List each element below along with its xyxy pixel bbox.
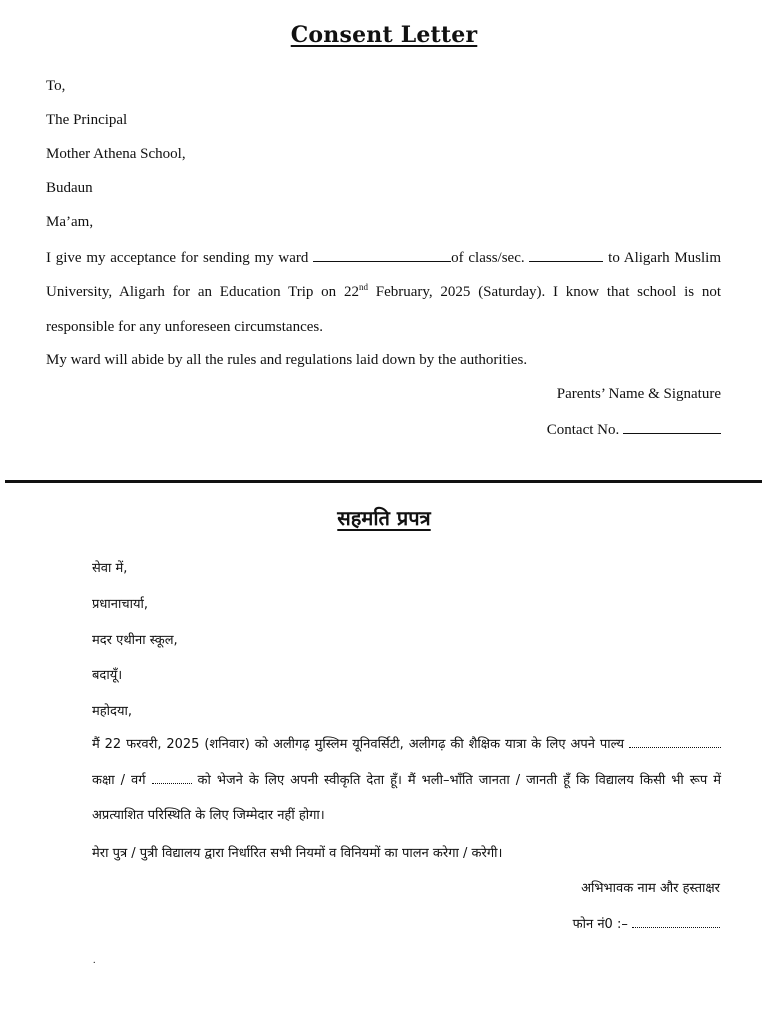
hindi-body-paragraph — [92, 727, 721, 834]
english-school: Mother Athena School, — [46, 146, 186, 162]
hindi-contact-line — [573, 914, 720, 932]
english-body-part3: to Aligarh Muslim University, Aligarh for an Education Trip on 22 — [46, 250, 722, 301]
contact-number-blank[interactable] — [623, 421, 721, 434]
hindi-city: बदायूँ। — [92, 668, 123, 683]
section-divider — [5, 480, 762, 483]
english-recipient: The Principal — [46, 112, 128, 128]
ward-name-blank[interactable] — [313, 249, 451, 262]
hindi-school: मदर एथीना स्कूल, — [92, 633, 178, 648]
english-rules-line: My ward will abide by all the rules and regulations laid down by the authorities. — [46, 352, 528, 368]
english-salutation: Ma’am, — [46, 214, 94, 230]
hindi-title: सहमति प्रपत्र — [337, 506, 431, 530]
hindi-rules-line: मेरा पुत्र / पुत्री विद्यालय द्वारा निर्धारित सभी नियमों व विनियमों का पालन करेगा / करेगी। — [92, 846, 503, 861]
english-body-part4: February, 2025 (Saturday). I know that school is not responsible for any unforeseen circumstances. — [46, 284, 722, 335]
hindi-to: सेवा में, — [92, 561, 128, 576]
english-to: To, — [46, 78, 66, 94]
hindi-salutation: महोदया, — [92, 704, 132, 719]
english-contact-label: Contact No. — [546, 422, 620, 438]
english-signature-label: Parents’ Name & Signature — [556, 386, 721, 402]
hindi-contact-number-blank[interactable] — [632, 917, 720, 928]
english-title: Consent Letter — [290, 22, 478, 48]
date-ordinal-suffix: nd — [358, 282, 368, 293]
english-contact-line — [547, 421, 721, 439]
english-body-part1: I give my acceptance for sending my ward — [46, 250, 309, 266]
english-body-part2: of class/sec. — [451, 250, 525, 266]
footer-mark: . — [93, 955, 96, 966]
hindi-body-part3: को भेजने के लिए अपनी स्वीकृति देता हूँ। मैं भली–भाँति जानता / जानती हूँ कि विद्यालय किसी भी रूप में अप्रत्याशित परिस्थिति के लिए जिम्मेदार नहीं होगा। — [92, 772, 721, 823]
hindi-ward-name-blank[interactable] — [629, 737, 721, 748]
english-body-paragraph — [46, 241, 721, 344]
english-city: Budaun — [46, 180, 93, 196]
class-section-blank[interactable] — [529, 249, 603, 262]
hindi-class-blank[interactable] — [152, 773, 192, 784]
hindi-body-part1: मैं 22 फरवरी, 2025 (शनिवार) को अलीगढ़ मुस्लिम यूनिवर्सिटी, अलीगढ़ की शैक्षिक यात्रा के लिए अपने पाल्य — [92, 737, 625, 752]
hindi-contact-label: फोन नं0 :– — [572, 917, 628, 932]
hindi-recipient: प्रधानाचार्या, — [92, 597, 149, 612]
hindi-body-part2: कक्षा / वर्ग — [92, 772, 146, 788]
hindi-signature-label: अभिभावक नाम और हस्ताक्षर — [581, 881, 720, 896]
